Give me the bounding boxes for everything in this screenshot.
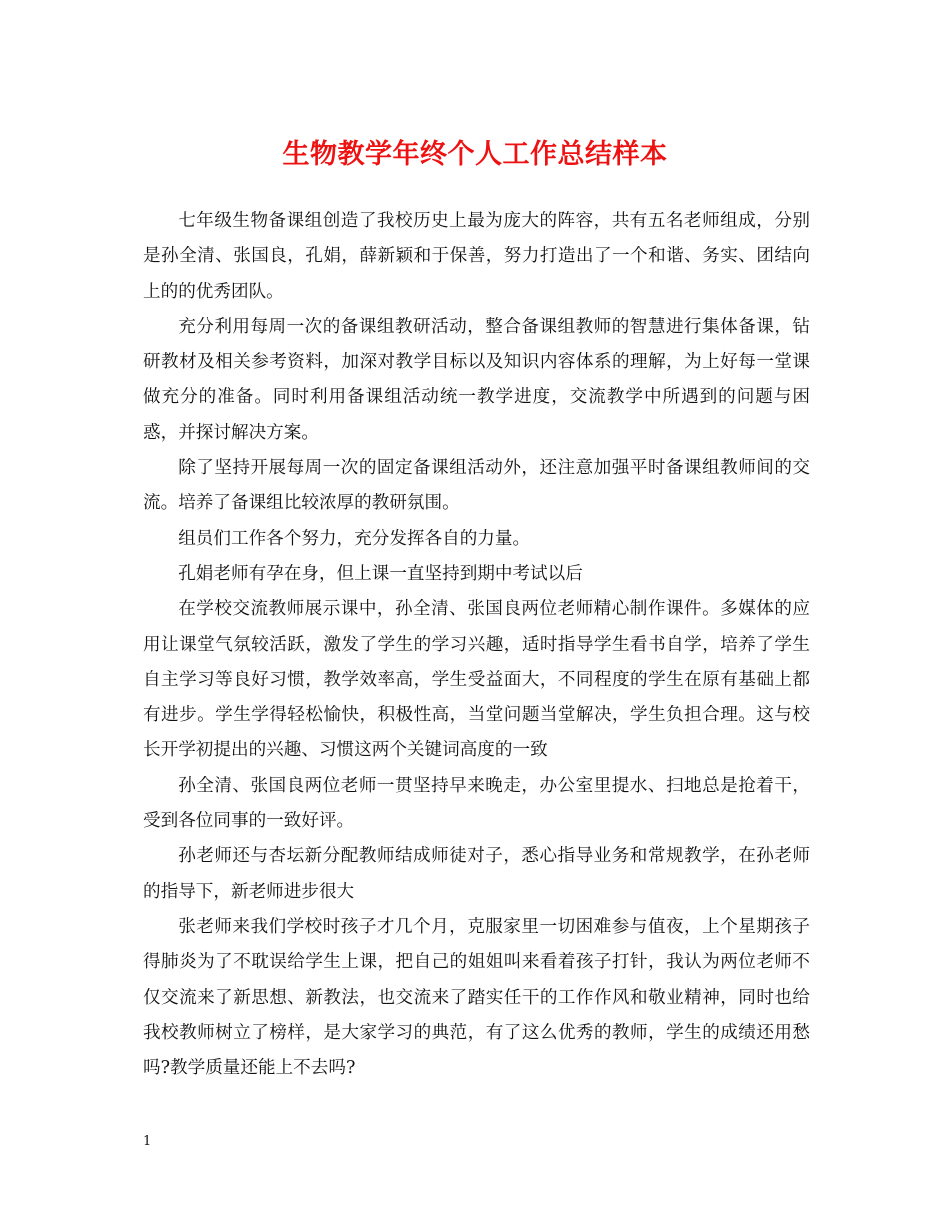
paragraph: 七年级生物备课组创造了我校历史上最为庞大的阵容，共有五名老师组成，分别是孙全清、张国良，孔娟，薛新颖和于保善，努力打造出了一个和谐、务实、团结向上的的优秀团队。 bbox=[143, 211, 810, 302]
paragraph: 孔娟老师有孕在身，但上课一直坚持到期中考试以后 bbox=[178, 563, 583, 584]
paragraph: 孙老师还与杏坛新分配教师结成师徒对子，悉心指导业务和常规教学，在孙老师的指导下，新老师进步很大 bbox=[143, 846, 810, 902]
paragraph: 组员们工作各个努力，充分发挥各自的力量。 bbox=[178, 528, 531, 549]
document-title: 生物教学年终个人工作总结样本 bbox=[282, 139, 668, 170]
page-number: 1 bbox=[143, 1134, 152, 1149]
paragraph: 孙全清、张国良两位老师一贯坚持早来晚走，办公室里提水、扫地总是抢着干，受到各位同事的一致好评。 bbox=[143, 775, 810, 832]
paragraph: 张老师来我们学校时孩子才几个月，克服家里一切困难参与值夜，上个星期孩子得肺炎为了不耽误给学生上课，把自己的姐姐叫来看着孩子打针，我认为两位老师不仅交流来了新思想、新教法，也交流来了踏实任干的工作作风和敬业精神，同时也给我校教师树立了榜样，是大家学习的典范，有了这么优秀的教师，学生的成绩还用愁吗?教学质量还能上不去吗? bbox=[143, 916, 810, 1079]
paragraph: 在学校交流教师展示课中，孙全清、张国良两位老师精心制作课件。多媒体的应用让课堂气氛较活跃，激发了学生的学习兴趣，适时指导学生看书自学，培养了学生自主学习等良好习惯，教学效率高，学生受益面大，不同程度的学生在原有基础上都有进步。学生学得轻松愉快，积极性高，当堂问题当堂解决，学生负担合理。这与校长开学初提出的兴趣、习惯这两个关键词高度的一致 bbox=[143, 599, 810, 761]
paragraph: 充分利用每周一次的备课组教研活动，整合备课组教师的智慧进行集体备课，钻研教材及相关参考资料，加深对教学目标以及知识内容体系的理解，为上好每一堂课做充分的准备。同时利用备课组活动统一教学进度，交流教学中所遇到的问题与困惑，并探讨解决方案。 bbox=[143, 316, 810, 443]
paragraph: 除了坚持开展每周一次的固定备课组活动外，还注意加强平时备课组教师间的交流。培养了备课组比较浓厚的教研氛围。 bbox=[143, 458, 810, 514]
document-body bbox=[143, 204, 810, 1086]
